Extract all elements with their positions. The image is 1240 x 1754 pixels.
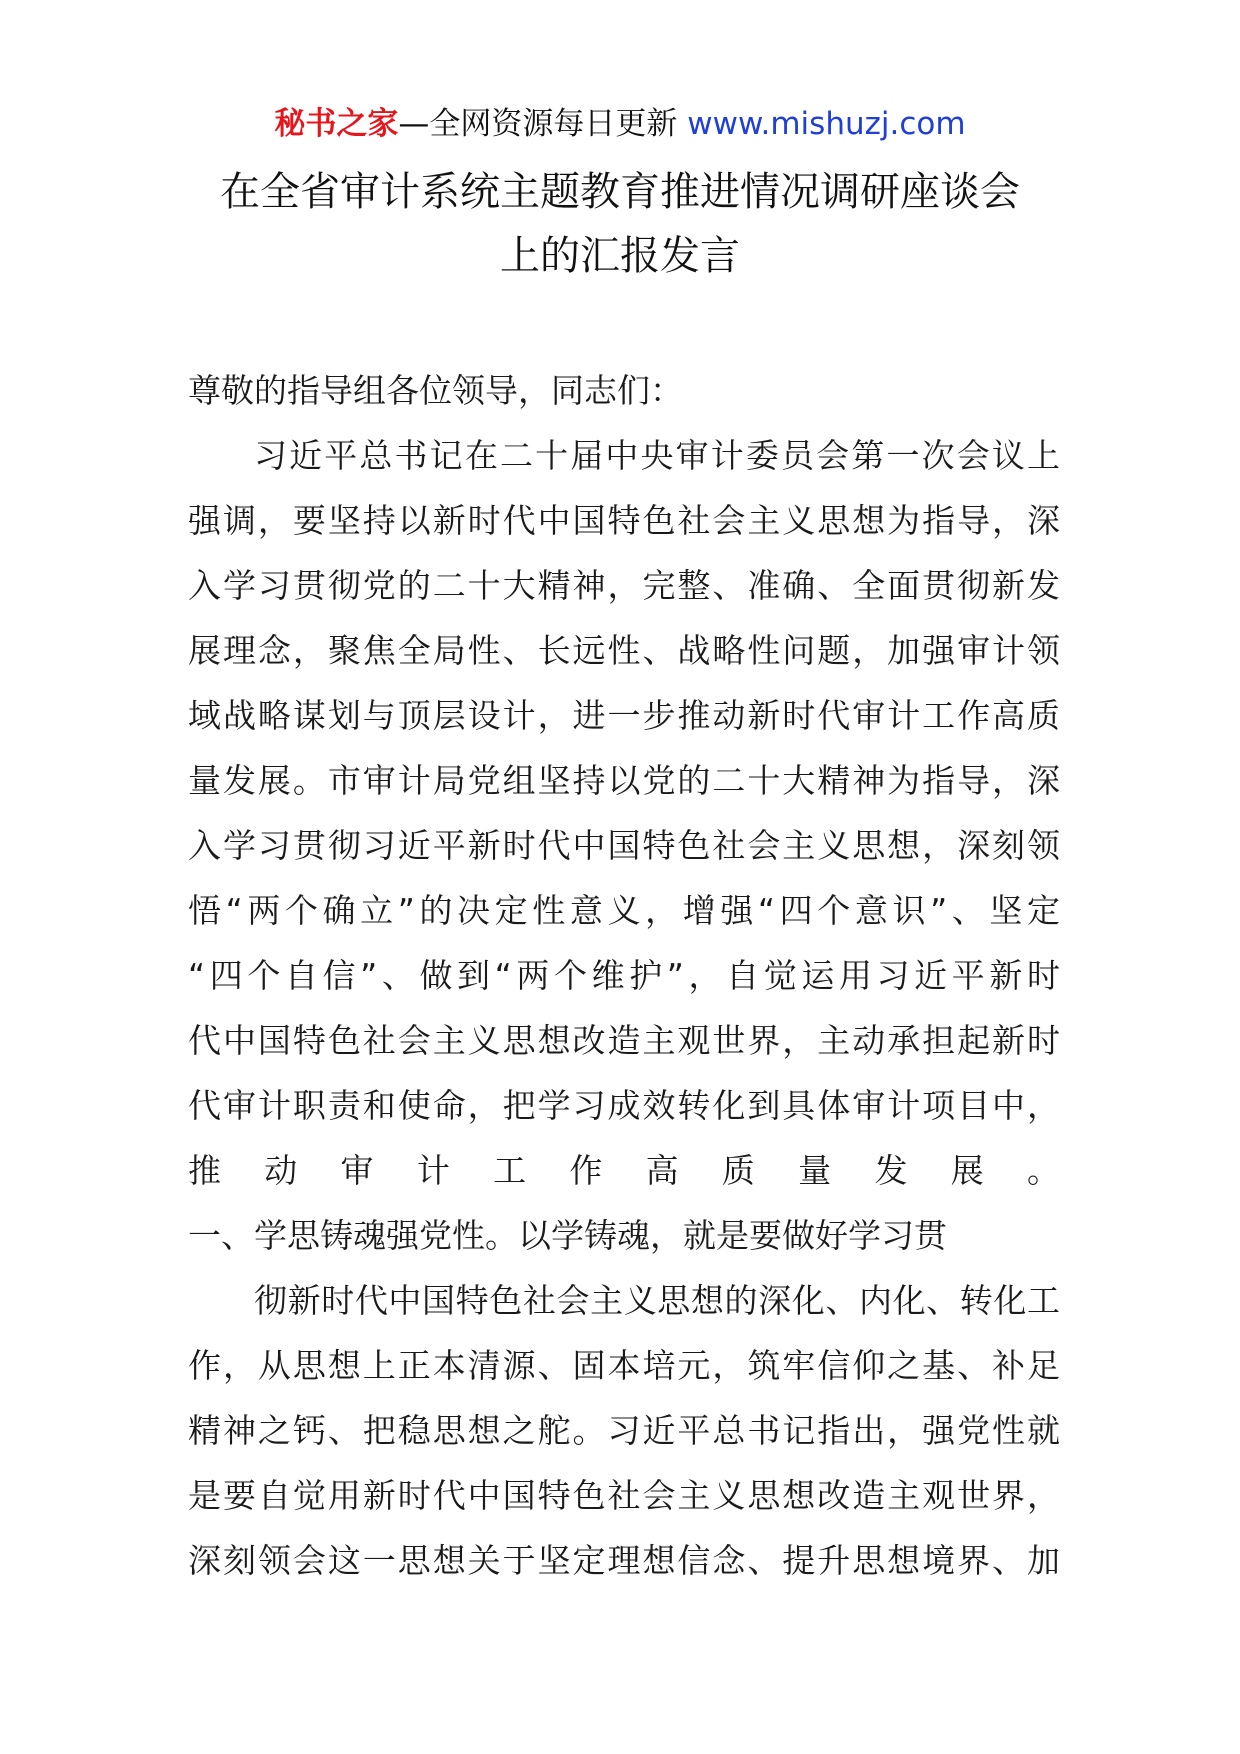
paragraph-line: 入学习贯彻党的二十大精神，完整、准确、全面贯彻新发 bbox=[188, 566, 1060, 605]
paragraph-line: 代中国特色社会主义思想改造主观世界，主动承担起新时 bbox=[188, 1021, 1060, 1060]
document-body bbox=[188, 358, 1060, 1658]
site-banner bbox=[0, 102, 1240, 146]
section-heading-line: 彻新时代中国特色社会主义思想的深化、内化、转化工 bbox=[254, 1281, 1060, 1320]
document-title bbox=[150, 160, 1090, 288]
salutation-line: 尊敬的指导组各位领导，同志们： bbox=[188, 371, 683, 410]
banner-tagline: —全网资源每日更新 bbox=[398, 106, 678, 142]
paragraph-line: 深刻领会这一思想关于坚定理想信念、提升思想境界、加 bbox=[188, 1541, 1060, 1580]
paragraph-line: 域战略谋划与顶层设计，进一步推动新时代审计工作高质 bbox=[188, 696, 1060, 735]
paragraph-line bbox=[188, 1593, 1060, 1658]
paragraph-line: 代审计职责和使命，把学习成效转化到具体审计项目中， bbox=[188, 1086, 1060, 1125]
paragraph-line: 习近平总书记在二十届中央审计委员会第一次会议上 bbox=[254, 436, 1060, 475]
paragraph-line: 量发展。市审计局党组坚持以党的二十大精神为指导，深 bbox=[188, 761, 1060, 800]
paragraph-line: 推动审计工作高质量发展。 bbox=[188, 1151, 1060, 1190]
paragraph-line: 一、学思铸魂强党性。以学铸魂，就是要做好学习贯 bbox=[188, 1216, 947, 1255]
banner-url-link[interactable]: www.mishuzj.com bbox=[687, 106, 966, 142]
paragraph-line: 强调，要坚持以新时代中国特色社会主义思想为指导，深 bbox=[188, 501, 1060, 540]
paragraph-line: 展理念，聚焦全局性、长远性、战略性问题，加强审计领 bbox=[188, 631, 1060, 670]
paragraph-line: 精神之钙、把稳思想之舵。习近平总书记指出，强党性就 bbox=[188, 1411, 1060, 1450]
paragraph-line: 作，从思想上正本清源、固本培元，筑牢信仰之基、补足 bbox=[188, 1346, 1060, 1385]
paragraph-line: “四个自信”、做到“两个维护”，自觉运用习近平新时 bbox=[188, 956, 1060, 995]
title-line-1: 在全省审计系统主题教育推进情况调研座谈会 bbox=[220, 169, 1020, 215]
banner-brand: 秘书之家 bbox=[274, 106, 399, 142]
title-line-2: 上的汇报发言 bbox=[500, 233, 740, 279]
paragraph-line: 入学习贯彻习近平新时代中国特色社会主义思想，深刻领 bbox=[188, 826, 1060, 865]
paragraph-line: 是要自觉用新时代中国特色社会主义思想改造主观世界， bbox=[188, 1476, 1060, 1515]
paragraph-line: 悟“两个确立”的决定性意义，增强“四个意识”、坚定 bbox=[188, 891, 1060, 930]
